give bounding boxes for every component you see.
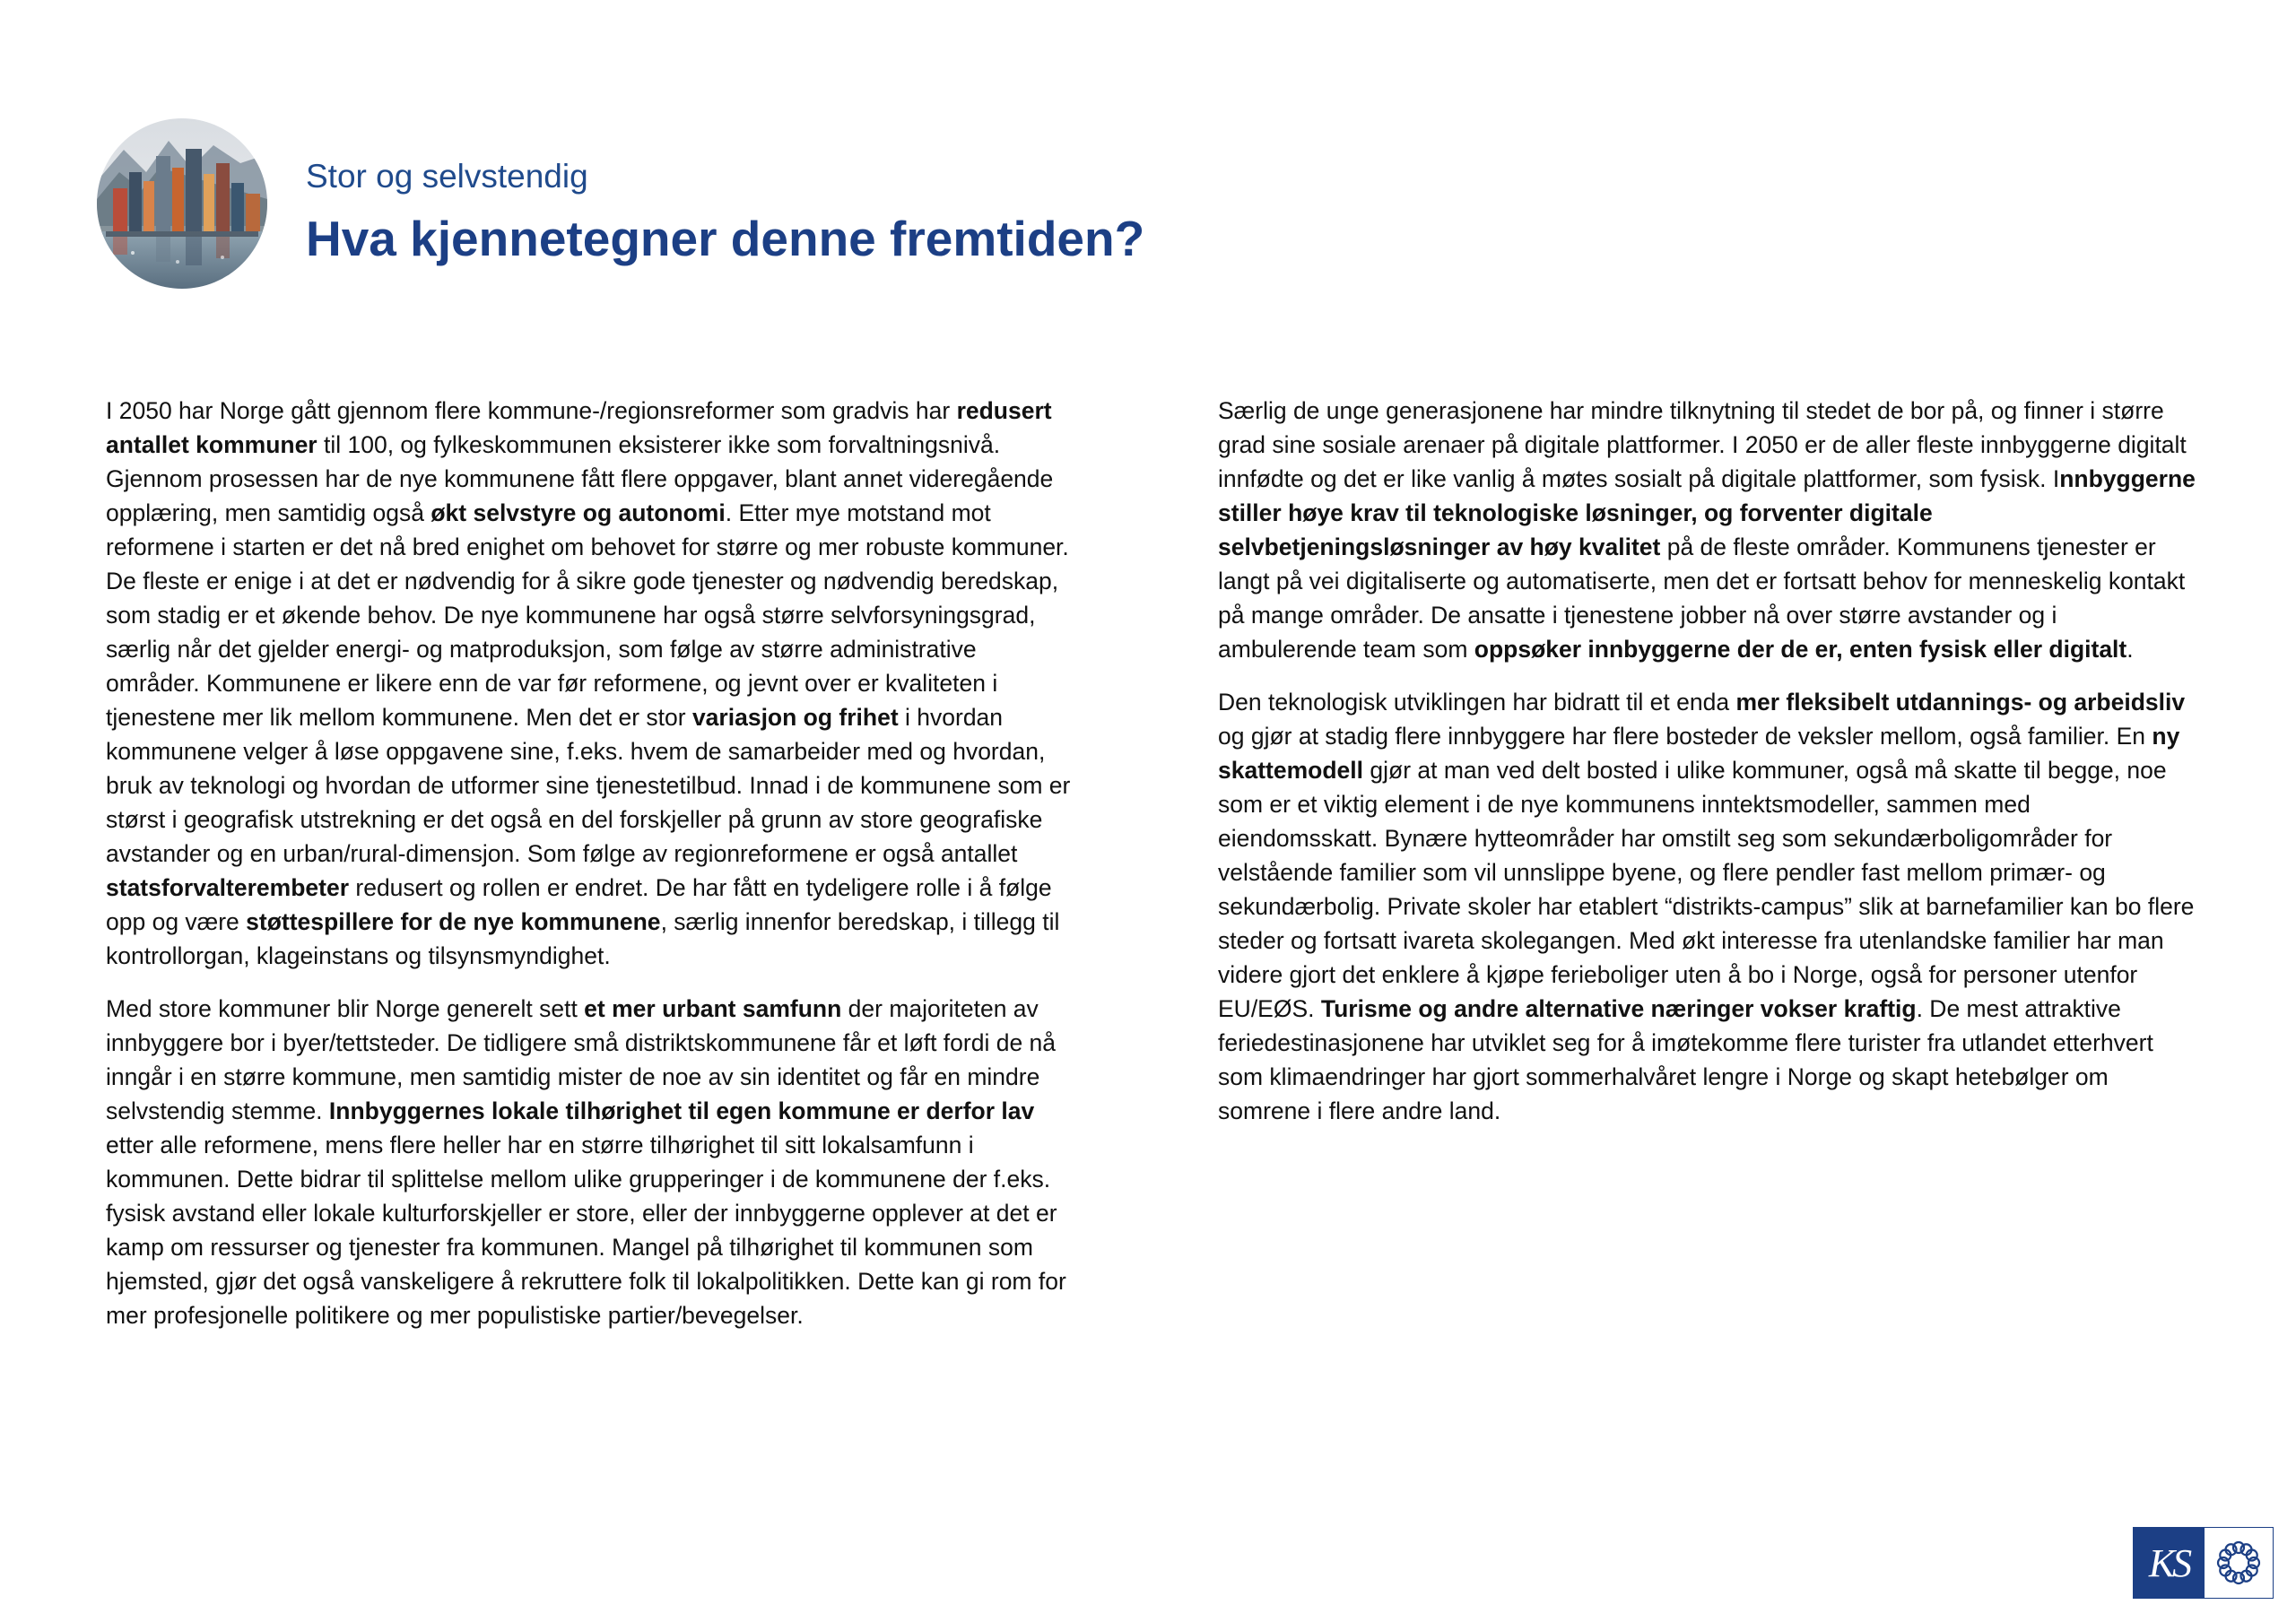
city-waterfront-icon bbox=[97, 118, 267, 289]
body-text: der majoriteten av innbyggere bor i byer/tettsteder. De tidligere små distriktskommunene får et løft fordi de nå inngår i en større kommune, men samtidig mister de noe av sin identitet og får en mindre selvstendig stemme. bbox=[106, 995, 1057, 1124]
body-text: og gjør at stadig flere innbyggere har flere bosteder de veksler mellom, også familier. En bbox=[1218, 723, 2152, 750]
body-text: . Etter mye motstand mot reformene i starten er det nå bred enighet om behovet for større og mer robuste kommuner. De fleste er enige i at det er nødvendig for å sikre gode tjenester og nødvendig beredskap, som stadig er et økende behov. De nye kommunene har også større selvforsyningsgrad, særlig når det gjelder energi- og matproduksjon, som følge av større administrative områder. Kommunene er likere enn de var før reformene, og jevnt over er kvaliteten i tjenestene mer lik mellom kommunene. Men det er stor bbox=[106, 499, 1069, 731]
logo-ring-circle bbox=[2233, 1542, 2244, 1553]
paragraph bbox=[106, 992, 1074, 1332]
text-column-left bbox=[106, 394, 1074, 1351]
bold-text: statsforvalterembeter bbox=[106, 874, 350, 901]
body-text: i hvordan kommunene velger å løse oppgavene sine, f.eks. hvem de samarbeider med og hvordan, bruk av teknologi og hvordan de utformer sine tjenestetilbud. Innad i de kommunene som er størst i geografisk utstrekning er det også en del forskjeller på grunn av store geografiske avstander og en urban/rural-dimensjon. Som følge av regionreformene er også antallet bbox=[106, 704, 1071, 867]
paragraph bbox=[1218, 394, 2196, 666]
paragraph bbox=[1218, 685, 2196, 1128]
bold-text: støttespillere for de nye kommunene bbox=[246, 908, 661, 935]
body-text: gjør at man ved delt bosted i ulike kommuner, også må skatte til begge, noe som er et viktig element i de nye kommunens inntektsmodeller, sammen med eiendomsskatt. Bynære hytteområder har omstilt seg som sekundærboligområder for velstående familier som vil unnslippe byene, og flere pendler fast mellom primær- og sekundærbolig. Private skoler har etablert “distrikts-campus” slik at barnefamilier kan bo flere steder og fortsatt ivareta skolegangen. Med økt interesse fra utenlandske familier har man videre gjort det enklere å kjøpe ferieboliger uten å bo i Norge, også for personer utenfor EU/EØS. bbox=[1218, 757, 2195, 1022]
body-text: etter alle reformene, mens flere heller har en større tilhørighet til sitt lokalsamfunn i kommunen. Dette bidrar til splittelse mellom ulike grupperinger i de kommunene der f.eks. fysisk avstand eller lokale kulturforskjeller er store, eller der innbyggerne opplever at det er kamp om ressurser og tjenester fra kommunen. Mangel på tilhørighet til kommunen som hjemsted, gjør det også vanskeligere å rekruttere folk til lokalpolitikken. Dette kan gi rom for mer profesjonelle politikere og mer populistiske partier/bevegelser. bbox=[106, 1132, 1066, 1329]
body-text: på de fleste områder. Kommunens tjenester er langt på vei digitaliserte og automatiserte, men det er fortsatt behov for menneskelig kontakt på mange områder. De ansatte i tjenestene jobber nå over større avstander og i ambulerende team som bbox=[1218, 533, 2186, 663]
body-text: I 2050 har Norge gått gjennom flere kommune-/regionsreformer som gradvis har bbox=[106, 397, 957, 424]
logo-ring-circle bbox=[2218, 1557, 2229, 1568]
ring-of-circles-icon bbox=[2205, 1528, 2273, 1598]
ks-logo bbox=[2133, 1527, 2274, 1599]
text-column-right bbox=[1218, 394, 2196, 1147]
logo-ring-circle bbox=[2233, 1573, 2244, 1583]
bold-text: ny skattemodell bbox=[1218, 723, 2180, 784]
bold-text: redusert antallet kommuner bbox=[106, 397, 1052, 458]
ring-of-circles-icon-graphic bbox=[2213, 1538, 2264, 1588]
city-waterfront-illustration bbox=[97, 118, 267, 289]
bold-text: økt selvstyre og autonomi bbox=[430, 499, 726, 526]
body-text: . De mest attraktive feriedestinasjonene har utviklet seg for å imøtekomme flere turister fra utlandet etterhvert som klimaendringer har gjort sommerhalvåret lengre i Norge og skapt hetebølger om somrene i flere andre land. bbox=[1218, 995, 2153, 1124]
section-subtitle: Stor og selvstendig bbox=[306, 158, 588, 195]
bold-text: et mer urbant samfunn bbox=[584, 995, 842, 1022]
bold-text: Turisme og andre alternative næringer vokser kraftig bbox=[1320, 995, 1917, 1022]
body-text: . bbox=[2126, 636, 2134, 663]
body-text: redusert og rollen er endret. De har fått en tydeligere rolle i å følge opp og være bbox=[106, 874, 1052, 935]
bold-text: mer fleksibelt utdannings- og arbeidsliv bbox=[1735, 689, 2186, 716]
bold-text: oppsøker innbyggerne der de er, enten fysisk eller digitalt bbox=[1474, 636, 2127, 663]
paragraph bbox=[106, 394, 1074, 973]
page-title: Hva kjennetegner denne fremtiden? bbox=[306, 211, 1145, 266]
body-text: , særlig innenfor beredskap, i tillegg til kontrollorgan, klageinstans og tilsynsmyndighet. bbox=[106, 908, 1060, 969]
ks-logo-text: KS bbox=[2134, 1528, 2205, 1598]
body-text: Særlig de unge generasjonene har mindre tilknytning til stedet de bor på, og finner i større grad sine sosiale arenaer på digitale plattformer. I 2050 er de aller fleste innbyggerne digitalt innfødte og det er like vanlig å møtes sosialt på digitale plattformer, som fysisk. I bbox=[1218, 397, 2187, 492]
bold-text: Innbyggernes lokale tilhørighet til egen kommune er derfor lav bbox=[328, 1097, 1035, 1124]
bold-text: nnbyggerne stiller høye krav til teknologiske løsninger, og forventer digitale selvbetjeningsløsninger av høy kvalitet bbox=[1218, 465, 2196, 560]
body-text: Med store kommuner blir Norge generelt sett bbox=[106, 995, 585, 1022]
body-text: til 100, og fylkeskommunen eksisterer ikke som forvaltningsnivå. Gjennom prosessen har de nye kommunene fått flere oppgaver, blant annet videregående opplæring, men samtidig også bbox=[106, 431, 1054, 526]
logo-ring-circle bbox=[2248, 1557, 2259, 1568]
bold-text: variasjon og frihet bbox=[691, 704, 899, 731]
body-text: Den teknologisk utviklingen har bidratt til et enda bbox=[1218, 689, 1736, 716]
